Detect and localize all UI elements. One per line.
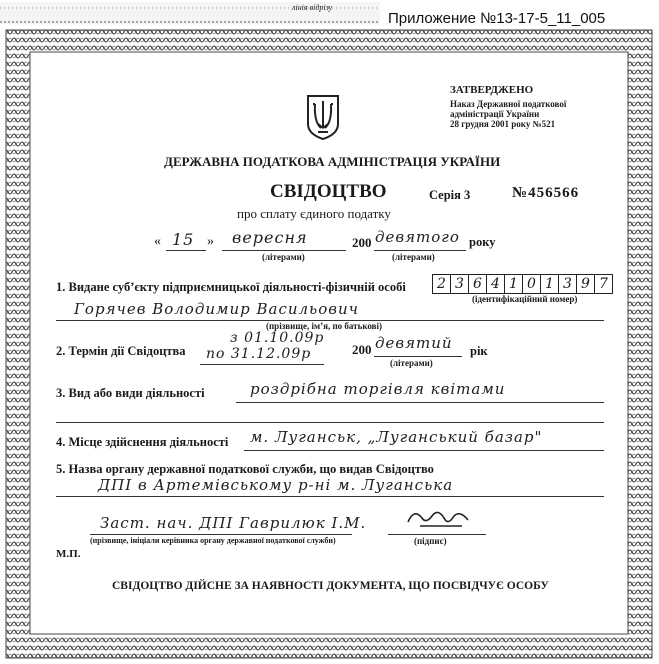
date-close-quote: » xyxy=(207,234,214,249)
certificate-subtitle: про сплату єдиного податку xyxy=(237,206,391,221)
field3-label: 3. Вид або види діяльності xyxy=(56,386,205,400)
approval-line-3: 28 грудня 2001 року №521 xyxy=(450,119,556,129)
signatory-name: Заст. нач. ДПІ Гаврилюк І.М. xyxy=(100,514,367,532)
approval-line-1: Наказ Державної податкової xyxy=(450,99,567,109)
signatory-line xyxy=(90,534,352,535)
tax-id-boxes xyxy=(432,274,613,294)
tax-id-digit: 2 xyxy=(433,275,451,293)
tax-id-digit: 7 xyxy=(599,276,608,292)
owner-name: Горячев Володимир Васильович xyxy=(74,300,359,318)
tax-id-digit: 1 xyxy=(505,275,523,293)
tax-id-digit: 0 xyxy=(523,275,541,293)
tax-id-hint: (ідентифікаційний номер) xyxy=(472,294,578,304)
validity-year-suffix: рік xyxy=(470,344,488,358)
footer-note: СВІДОЦТВО ДІЙСНЕ ЗА НАЯВНОСТІ ДОКУМЕНТА, ЩО ПОСВІДЧУЄ ОСОБУ xyxy=(112,580,549,592)
validity-year-prefix: 200 xyxy=(352,342,372,357)
signature-mark xyxy=(404,504,474,532)
validity-year-word: девятий xyxy=(375,334,453,352)
month-line xyxy=(222,250,346,251)
year-line xyxy=(374,250,466,251)
cut-line-label: лінія відрізу xyxy=(292,3,333,12)
issue-month: вересня xyxy=(232,228,308,247)
tax-id-digit: 4 xyxy=(487,275,505,293)
seal-label: М.П. xyxy=(56,548,81,560)
certificate-number: №456566 xyxy=(512,185,580,201)
tax-id-digit: 3 xyxy=(559,275,577,293)
date-open-quote: « xyxy=(154,234,161,249)
validity-line xyxy=(200,364,324,365)
authority-title: ДЕРЖАВНА ПОДАТКОВА АДМІНІСТРАЦІЯ УКРАЇНИ xyxy=(164,154,501,169)
field2-label: 2. Термін дії Свідоцтва xyxy=(56,344,186,358)
field5-label: 5. Назва органу державної податкової служби, що видав Свідоцтво xyxy=(56,462,434,476)
year-prefix: 200 xyxy=(352,235,372,250)
year-suffix: року xyxy=(469,235,496,249)
tax-id-digit: 3 xyxy=(451,275,469,293)
activity-line-1 xyxy=(236,402,604,403)
year-hint: (літерами) xyxy=(392,252,435,262)
activity-location: м. Луганськ, „Луганський базар" xyxy=(250,428,543,446)
validity-to: по 31.12.09р xyxy=(206,346,312,362)
appendix-label: Приложение №13-17-5_11_005 xyxy=(388,10,606,27)
trident-icon xyxy=(306,94,340,140)
owner-name-hint: (прізвище, ім’я, по батькові) xyxy=(266,321,383,331)
series-label: Серія 3 xyxy=(429,188,471,202)
tax-id-digit: 1 xyxy=(541,275,559,293)
certificate-title: СВІДОЦТВО xyxy=(270,181,387,202)
tax-id-digit: 9 xyxy=(577,275,595,293)
location-line xyxy=(244,450,604,451)
validity-from: з 01.10.09р xyxy=(230,330,325,346)
approval-line-2: адміністрації України xyxy=(450,109,540,119)
day-line xyxy=(166,250,206,251)
validity-year-hint: (літерами) xyxy=(390,358,433,368)
tax-office-name: ДПІ в Артемівському р-ні м. Луганська xyxy=(98,476,454,494)
month-hint: (літерами) xyxy=(262,252,305,262)
tax-id-digit: 6 xyxy=(469,275,487,293)
field1-label: 1. Видане суб’єкту підприємницької діяльності-фізичній особі xyxy=(56,280,406,294)
approval-heading: ЗАТВЕРДЖЕНО xyxy=(450,84,534,96)
field4-label: 4. Місце здійснення діяльності xyxy=(56,435,229,449)
activity-line-2 xyxy=(56,422,604,423)
signature-hint: (підпис) xyxy=(414,536,447,546)
issue-day: 15 xyxy=(172,230,195,249)
certificate-sheet xyxy=(4,28,654,660)
tax-office-line xyxy=(56,496,604,497)
validity-year-line xyxy=(374,356,462,357)
signature-line xyxy=(388,534,486,535)
year-word: девятого xyxy=(375,228,460,246)
signatory-hint: (прізвище, ініціали керівника органу державної податкової служби) xyxy=(90,536,336,545)
activity-type: роздрібна торгівля квітами xyxy=(250,380,506,398)
